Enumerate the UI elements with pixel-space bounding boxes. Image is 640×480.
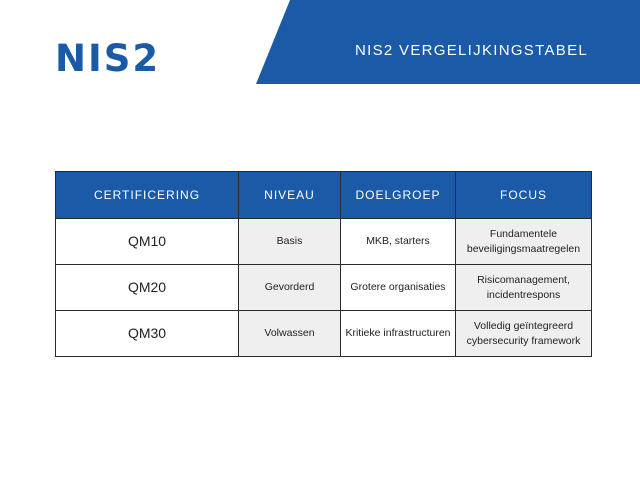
column-header-focus: FOCUS — [456, 172, 592, 219]
cell-focus — [456, 265, 592, 311]
cell-focus — [456, 219, 592, 265]
cell-niveau: Volwassen — [239, 311, 341, 357]
focus-line: Fundamentele — [489, 228, 558, 241]
cell-certificering: QM10 — [56, 219, 239, 265]
focus-line: Risicomanagement, — [477, 274, 570, 287]
cell-niveau: Basis — [239, 219, 341, 265]
table-row — [56, 219, 592, 265]
cell-niveau: Gevorderd — [239, 265, 341, 311]
cell-certificering: QM30 — [56, 311, 239, 357]
focus-line: cybersecurity framework — [466, 334, 581, 347]
table-row — [56, 311, 592, 357]
cell-doelgroep: Grotere organisaties — [341, 265, 456, 311]
table-row — [56, 265, 592, 311]
cell-doelgroep: Kritieke infrastructuren — [341, 311, 456, 357]
table-header-row — [56, 172, 592, 219]
column-header-certificering: CERTIFICERING — [56, 172, 239, 219]
cell-doelgroep: MKB, starters — [341, 219, 456, 265]
brand-title: NIS2 — [55, 37, 161, 80]
column-header-niveau: NIVEAU — [239, 172, 341, 219]
focus-line: beveiligingsmaatregelen — [466, 242, 581, 255]
comparison-table — [55, 171, 592, 357]
focus-line: incidentrespons — [486, 288, 561, 301]
column-header-doelgroep: DOELGROEP — [341, 172, 456, 219]
banner-title: NIS2 VERGELIJKINGSTABEL — [355, 42, 589, 59]
cell-certificering: QM20 — [56, 265, 239, 311]
focus-line: Volledig geïntegreerd — [473, 320, 574, 333]
cell-focus — [456, 311, 592, 357]
